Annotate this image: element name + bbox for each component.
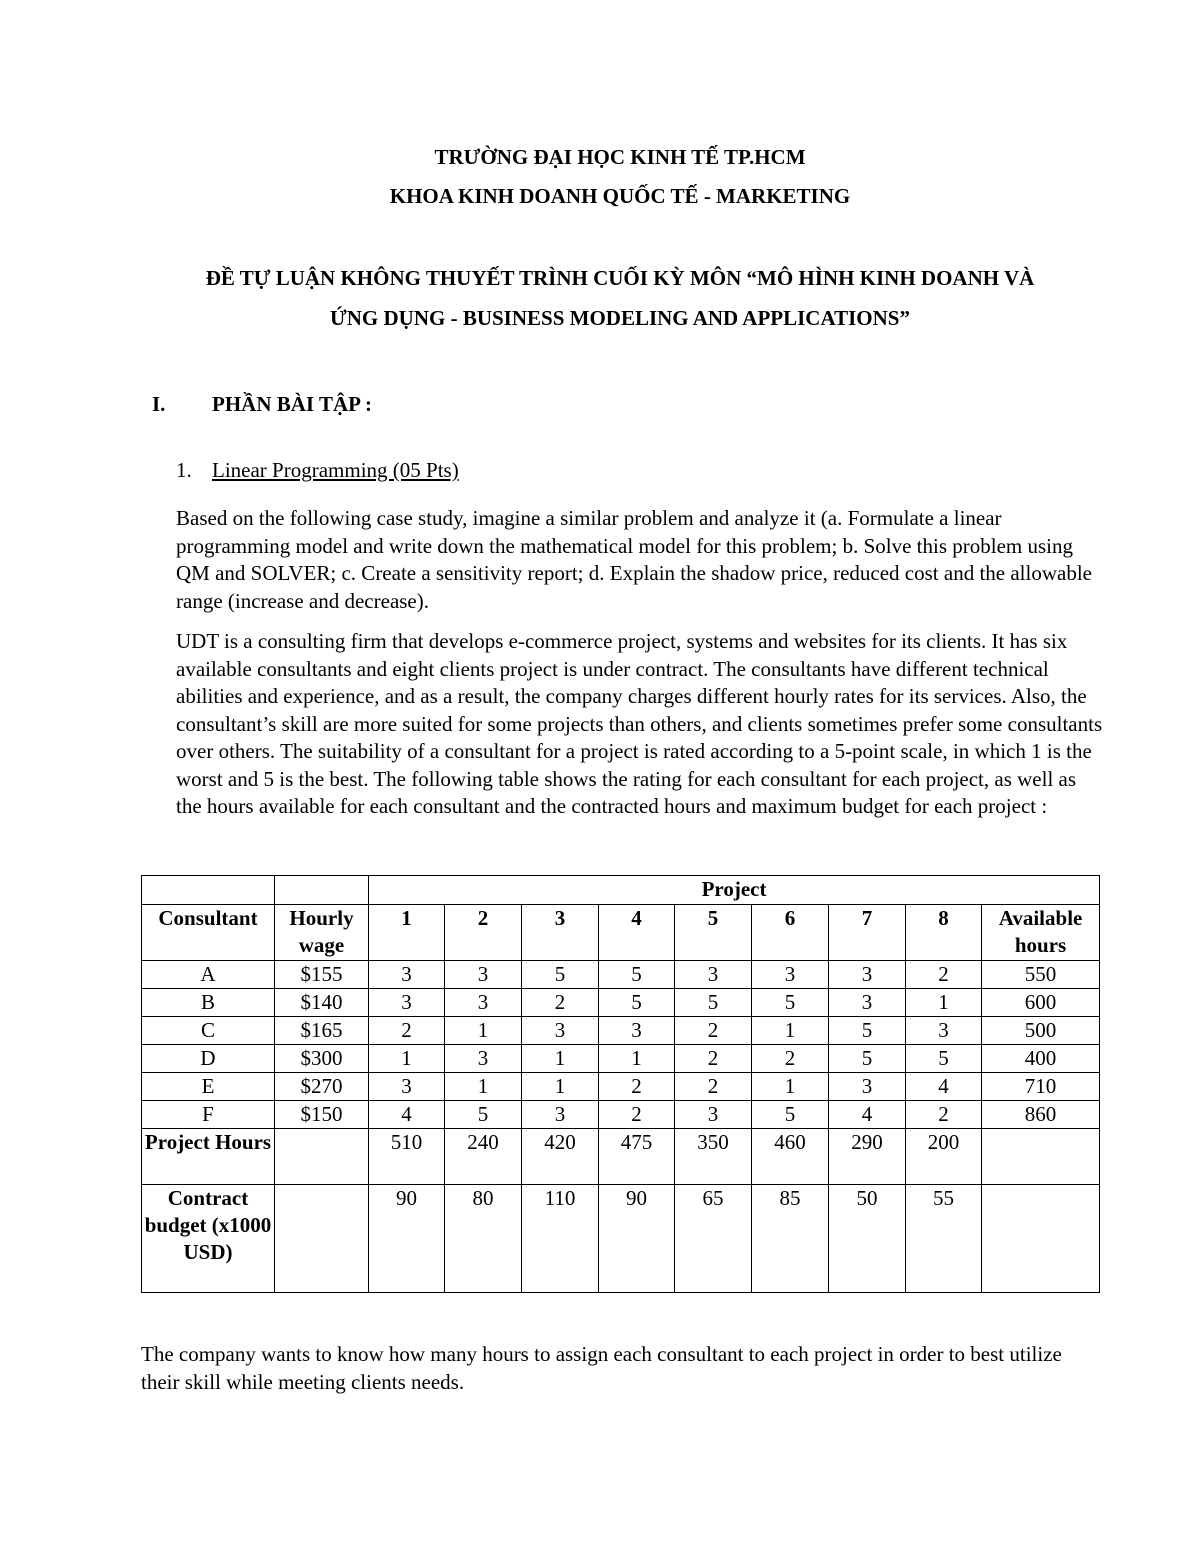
project-hours-cell: 200 — [906, 1129, 982, 1185]
table-row — [142, 1101, 1100, 1129]
section-title: PHẦN BÀI TẬP : — [212, 392, 373, 416]
project-column-header: 1 — [369, 905, 445, 961]
project-column-header: 6 — [752, 905, 829, 961]
consultant-name-cell: C — [142, 1017, 275, 1045]
rating-cell: 2 — [752, 1045, 829, 1073]
rating-cell: 3 — [752, 961, 829, 989]
rating-cell: 3 — [445, 1045, 522, 1073]
hourly-wage-cell: $270 — [275, 1073, 369, 1101]
section-heading — [152, 392, 372, 417]
rating-cell: 1 — [906, 989, 982, 1017]
rating-cell: 1 — [752, 1017, 829, 1045]
rating-cell: 2 — [906, 1101, 982, 1129]
rating-cell: 4 — [829, 1101, 906, 1129]
project-hours-cell: 350 — [675, 1129, 752, 1185]
rating-cell: 1 — [445, 1073, 522, 1101]
rating-cell: 3 — [675, 1101, 752, 1129]
rating-cell: 5 — [829, 1017, 906, 1045]
contract-budget-cell: 50 — [829, 1185, 906, 1293]
project-hours-cell: 240 — [445, 1129, 522, 1185]
rating-cell: 5 — [829, 1045, 906, 1073]
rating-cell: 3 — [829, 1073, 906, 1101]
rating-cell: 3 — [829, 989, 906, 1017]
rating-cell: 2 — [599, 1101, 675, 1129]
table-row — [142, 1045, 1100, 1073]
rating-cell: 2 — [675, 1045, 752, 1073]
consultant-name-cell: F — [142, 1101, 275, 1129]
available-hours-cell: 400 — [982, 1045, 1100, 1073]
empty-cell — [982, 1129, 1100, 1185]
closing-paragraph: The company wants to know how many hours to assign each consultant to each project in order to best utilize their skill while meeting clients needs. — [141, 1342, 1062, 1394]
project-column-header: 7 — [829, 905, 906, 961]
rating-cell: 5 — [599, 989, 675, 1017]
rating-cell: 1 — [445, 1017, 522, 1045]
rating-cell: 3 — [445, 961, 522, 989]
consultant-column-header: Consultant — [142, 905, 275, 961]
consultant-project-table — [141, 875, 1100, 1293]
rating-cell: 3 — [599, 1017, 675, 1045]
consultant-name-cell: E — [142, 1073, 275, 1101]
project-hours-cell: 460 — [752, 1129, 829, 1185]
rating-cell: 3 — [675, 961, 752, 989]
rating-cell: 2 — [906, 961, 982, 989]
contract-budget-cell: 90 — [599, 1185, 675, 1293]
available-hours-column-header: Available hours — [982, 905, 1100, 961]
table-row — [142, 1073, 1100, 1101]
case-study-paragraph: UDT is a consulting firm that develops e-commerce project, systems and websites for its clients. It has six available consultants and eight clients project is under contract. The consultants have different technical abilities and experience, and as a result, the company charges different hourly rates for its services. Also, the consultant’s skill are more suited for some projects than others, and clients sometimes prefer some consultants over others. The suitability of a consultant for a project is rated according to a 5-point scale, in which 1 is the worst and 5 is the best. The following table shows the rating for each consultant for each project, as well as the hours available for each consultant and the contracted hours and maximum budget for each project : — [176, 629, 1103, 818]
table-group-header-row — [142, 876, 1100, 905]
available-hours-cell: 860 — [982, 1101, 1100, 1129]
contract-budget-row — [142, 1185, 1100, 1293]
empty-header-cell — [275, 876, 369, 905]
table-header-row — [142, 905, 1100, 961]
rating-cell: 3 — [445, 989, 522, 1017]
rating-cell: 5 — [445, 1101, 522, 1129]
table-row — [142, 1017, 1100, 1045]
available-hours-cell: 710 — [982, 1073, 1100, 1101]
project-column-header: 2 — [445, 905, 522, 961]
project-column-header: 8 — [906, 905, 982, 961]
hourly-wage-cell: $165 — [275, 1017, 369, 1045]
hourly-wage-column-header: Hourly wage — [275, 905, 369, 961]
empty-cell — [275, 1129, 369, 1185]
rating-cell: 1 — [369, 1045, 445, 1073]
exercise-heading — [176, 458, 459, 483]
rating-cell: 5 — [599, 961, 675, 989]
hourly-wage-cell: $150 — [275, 1101, 369, 1129]
contract-budget-cell: 85 — [752, 1185, 829, 1293]
project-hours-cell: 510 — [369, 1129, 445, 1185]
rating-cell: 2 — [522, 989, 599, 1017]
project-group-header: Project — [369, 876, 1100, 905]
rating-cell: 1 — [752, 1073, 829, 1101]
contract-budget-cell: 65 — [675, 1185, 752, 1293]
contract-budget-cell: 90 — [369, 1185, 445, 1293]
consultant-name-cell: D — [142, 1045, 275, 1073]
contract-budget-cell: 110 — [522, 1185, 599, 1293]
rating-cell: 3 — [369, 989, 445, 1017]
project-column-header: 4 — [599, 905, 675, 961]
hourly-wage-cell: $140 — [275, 989, 369, 1017]
available-hours-cell: 600 — [982, 989, 1100, 1017]
available-hours-cell: 500 — [982, 1017, 1100, 1045]
contract-budget-cell: 80 — [445, 1185, 522, 1293]
table-row — [142, 961, 1100, 989]
consultant-name-cell: B — [142, 989, 275, 1017]
contract-budget-cell: 55 — [906, 1185, 982, 1293]
rating-cell: 5 — [752, 1101, 829, 1129]
exercise-title: Linear Programming (05 Pts) — [212, 458, 459, 482]
project-column-header: 3 — [522, 905, 599, 961]
exam-title-line-1: ĐỀ TỰ LUẬN KHÔNG THUYẾT TRÌNH CUỐI KỲ MÔN “MÔ HÌNH KINH DOANH VÀ — [205, 266, 1035, 290]
rating-cell: 2 — [369, 1017, 445, 1045]
hourly-wage-cell: $300 — [275, 1045, 369, 1073]
project-hours-cell: 420 — [522, 1129, 599, 1185]
exam-title-line-2: ỨNG DỤNG - BUSINESS MODELING AND APPLICATIONS” — [330, 306, 910, 330]
exercise-number: 1. — [176, 458, 192, 482]
project-hours-row — [142, 1129, 1100, 1185]
rating-cell: 4 — [906, 1073, 982, 1101]
rating-cell: 5 — [522, 961, 599, 989]
empty-header-cell — [142, 876, 275, 905]
rating-cell: 2 — [599, 1073, 675, 1101]
rating-cell: 3 — [522, 1101, 599, 1129]
consultant-name-cell: A — [142, 961, 275, 989]
faculty-heading: KHOA KINH DOANH QUỐC TẾ - MARKETING — [389, 184, 851, 208]
rating-cell: 2 — [675, 1017, 752, 1045]
rating-cell: 3 — [906, 1017, 982, 1045]
rating-cell: 3 — [522, 1017, 599, 1045]
rating-cell: 5 — [906, 1045, 982, 1073]
rating-cell: 4 — [369, 1101, 445, 1129]
university-heading: TRƯỜNG ĐẠI HỌC KINH TẾ TP.HCM — [434, 145, 806, 169]
rating-cell: 2 — [675, 1073, 752, 1101]
rating-cell: 3 — [829, 961, 906, 989]
section-number: I. — [152, 392, 166, 416]
table-row — [142, 989, 1100, 1017]
rating-cell: 1 — [522, 1073, 599, 1101]
project-column-header: 5 — [675, 905, 752, 961]
empty-cell — [982, 1185, 1100, 1293]
rating-cell: 1 — [522, 1045, 599, 1073]
project-hours-cell: 290 — [829, 1129, 906, 1185]
empty-cell — [275, 1185, 369, 1293]
rating-cell: 5 — [675, 989, 752, 1017]
contract-budget-label: Contract budget (x1000 USD) — [142, 1185, 275, 1293]
rating-cell: 3 — [369, 1073, 445, 1101]
project-hours-label: Project Hours — [142, 1129, 275, 1185]
rating-cell: 1 — [599, 1045, 675, 1073]
rating-cell: 3 — [369, 961, 445, 989]
hourly-wage-cell: $155 — [275, 961, 369, 989]
rating-cell: 5 — [752, 989, 829, 1017]
project-hours-cell: 475 — [599, 1129, 675, 1185]
instructions-paragraph: Based on the following case study, imagine a similar problem and analyze it (a. Formulate a linear programming model and write down the mathematical model for this problem; b. Solve this problem using QM and SOLVER; c. Create a sensitivity report; d. Explain the shadow price, reduced cost and the allowable range (increase and decrease). — [176, 506, 1092, 613]
available-hours-cell: 550 — [982, 961, 1100, 989]
